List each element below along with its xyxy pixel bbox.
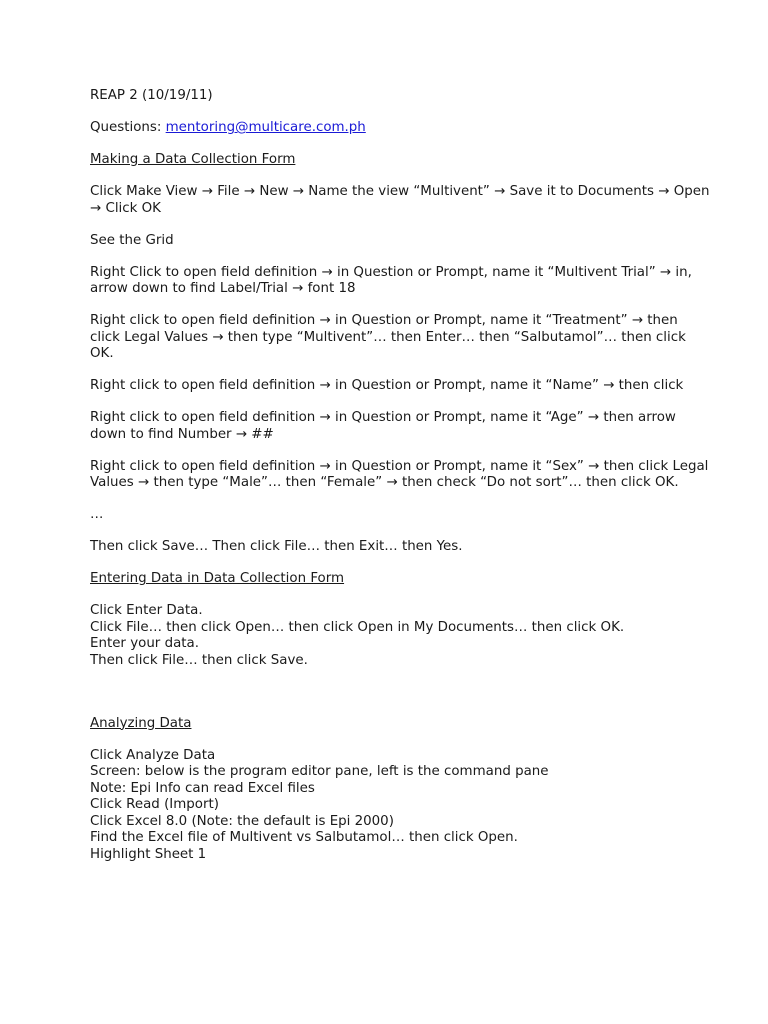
email-link[interactable]: mentoring@multicare.com.ph bbox=[165, 120, 366, 135]
analyzing-step-line: Click Analyze Data bbox=[90, 747, 216, 763]
step-field-treatment: Right click to open field definition → in Question or Prompt, name it “Treatment” → then click Legal Values → then type “Multivent”… then Enter… then “Salbutamol”… then click OK. bbox=[90, 313, 686, 361]
analyzing-step-line: Highlight Sheet 1 bbox=[90, 846, 207, 862]
analyzing-step-line: Click Excel 8.0 (Note: the default is Epi 2000) bbox=[90, 813, 394, 829]
questions-line bbox=[90, 120, 710, 137]
step-make-view: Click Make View → File → New → Name the view “Multivent” → Save it to Documents → Open → Click OK bbox=[90, 184, 710, 216]
section-heading-entering-data: Entering Data in Data Collection Form bbox=[90, 571, 345, 586]
step-field-name: Right click to open field definition → in Question or Prompt, name it “Name” → then click bbox=[90, 378, 684, 393]
blank-spacer bbox=[90, 685, 710, 716]
document-title: REAP 2 (10/19/11) bbox=[90, 88, 213, 103]
step-field-multivent-trial: Right Click to open field definition → in Question or Prompt, name it “Multivent Trial” → in, arrow down to find Label/Trial → font 18 bbox=[90, 264, 692, 296]
analyzing-step-line: Screen: below is the program editor pane, left is the command pane bbox=[90, 764, 549, 779]
questions-label: Questions: bbox=[90, 120, 166, 135]
document-page bbox=[90, 88, 710, 863]
analyzing-step-line: Note: Epi Info can read Excel files bbox=[90, 780, 315, 796]
section-heading-analyzing-data: Analyzing Data bbox=[90, 715, 192, 731]
entering-step-line: Then click File… then click Save. bbox=[90, 652, 308, 668]
analyzing-step-line: Click Read (Import) bbox=[90, 797, 219, 812]
entering-step-line: Enter your data. bbox=[90, 636, 199, 651]
ellipsis-line: … bbox=[90, 507, 104, 522]
entering-step-line: Click Enter Data. bbox=[90, 603, 203, 618]
analyzing-data-steps bbox=[90, 748, 710, 864]
section-heading-making-form: Making a Data Collection Form bbox=[90, 152, 296, 167]
entering-data-steps bbox=[90, 603, 710, 669]
entering-step-line: Click File… then click Open… then click Open in My Documents… then click OK. bbox=[90, 619, 625, 635]
analyzing-step-line: Find the Excel file of Multivent vs Salbutamol… then click Open. bbox=[90, 830, 518, 845]
step-field-age: Right click to open field definition → in Question or Prompt, name it “Age” → then arrow down to find Number → ## bbox=[90, 410, 676, 442]
step-see-grid: See the Grid bbox=[90, 232, 174, 248]
step-field-sex: Right click to open field definition → in Question or Prompt, name it “Sex” → then click Legal Values → then type “Male”… then “Female” → then check “Do not sort”… then click OK. bbox=[90, 458, 709, 490]
step-save-exit: Then click Save… Then click File… then Exit… then Yes. bbox=[90, 539, 463, 554]
